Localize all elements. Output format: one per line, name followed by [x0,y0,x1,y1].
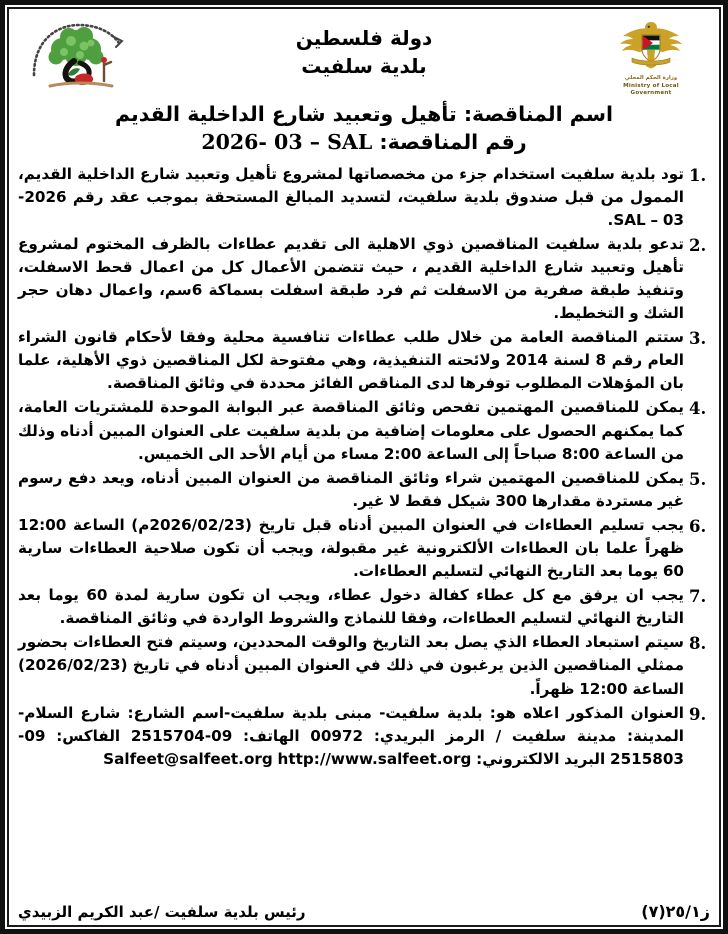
clause-number: 9. [689,704,707,724]
ministry-caption-arabic: وزارة الحكم المحلي [624,75,678,81]
clause-text: سيتم استبعاد العطاء الذي يصل بعد التاريخ والوقت المحددين، وسيتم فتح العطاءات بحضور ممثلي المناقصين الذين يرغبون في ذلك في العنوان المبين أدناه في تاريخ (2026/02/23) الساعة 12:00 ظهراً. [18,633,684,698]
clause-text: ستتم المناقصة العامة من خلال طلب عطاءات تنافسية محلية وفقا لأحكام قانون الشراء العام رقم 8 لسنة 2014 ولائحته التنفيذية، وهي مفتوحة لكل المناقصين ذوي الأهلية، علما بان المؤهلات المطلوب توفرها لدى المناقص الفائز محددة في وثائق المناقصة. [18,328,684,393]
clause-number: 7. [689,587,707,607]
clause-item [18,514,710,583]
ministry-logo-block [592,15,710,98]
clause-list [18,163,710,897]
clause-text: تود بلدية سلفيت استخدام جزء من مخصصاتها لمشروع تأهيل وتعبيد شارع الداخلية القديم، الممول من قبل صندوق بلدية سلفيت، لتسديد المبالغ المستحقة بموجب عقد رقم 2026- 03 – SAL. [18,164,684,229]
ministry-caption [623,75,679,98]
document-footer [18,899,710,921]
municipality-name: بلدية سلفيت [301,54,427,78]
clause-item [18,702,710,771]
clause-text: العنوان المذكور اعلاه هو: بلدية سلفيت- مبنى بلدية سلفيت-اسم الشارع: شارع السلام-المدينة: مدينة سلفيت / الرمز البريدي: 00972 الهاتف: 09-2515704 الفاكس: 09-2515803 البريد الالكتروني: Salfeet@salfeet.org http://www.salfeet.org [18,703,685,768]
clause-item [18,467,710,513]
clause-item [18,631,710,700]
clause-number: 5. [689,469,707,489]
clause-text: يجب تسليم العطاءات في العنوان المبين أدناه قبل تاريخ (2026/02/23م) الساعة 12:00 ظهراً علما بان العطاءات الألكترونية غير مقبولة، ويجب أن تكون صلاحية العطاءات سارية 60 يوما بعد التاريخ النهائي لتسليم العطاءات. [18,515,684,581]
clause-text: يجب ان يرفق مع كل عطاء كفالة دخول عطاء، ويجب ان تكون سارية لمدة 60 يوما بعد التاريخ النهائي لتسليم العطاءات، وفقا للنماذج والشروط الواردة في وثائق المناقصة. [18,586,684,628]
palestine-eagle-emblem-icon [614,17,688,73]
clause-number: 3. [689,329,707,349]
document-header [18,15,710,99]
ministry-caption-english-line2: Government [630,90,672,97]
tender-name-line: اسم المناقصة: تأهيل وتعبيد شارع الداخلية القديم [114,102,614,126]
clause-number: 1. [689,165,707,185]
reference-code: ز٢٥/١(٧) [641,902,710,921]
header-title-block [136,15,592,79]
clause-item [18,163,710,232]
signatory-line: رئيس بلدية سلفيت /عبد الكريم الزبيدي [18,903,306,921]
clause-number: 8. [689,634,707,654]
clause-text: تدعو بلدية سلفيت المناقصين ذوي الاهلية الى تقديم عطاءات بالظرف المختوم لمشروع تأهيل وتعبيد شارع الداخلية القديم ، حيث تتضمن الأعمال كل من اعمال قحط الاسفلت، وتنفيذ طبقة صفرية من الاسفلت ثم فرد طبقة اسفلت بسماكة 6سم، واعمال دهان حجر الشك و التخطيط. [18,234,684,323]
tender-number-line [18,129,710,156]
clause-item [18,584,710,630]
state-name: دولة فلسطين [295,26,433,50]
clause-item [18,326,710,395]
municipality-logo-block [18,15,136,95]
clause-text: يمكن للمناقصين المهتمين شراء وثائق المناقصة من العنوان المبين أدناه، ويعد دفع رسوم غير مستردة مقدارها 300 شيكل فقط لا غير. [18,468,684,510]
tender-number-value: 2026- 03 – SAL [201,130,373,155]
clause-item [18,396,710,465]
clause-text: يمكن للمناقصين المهتمين تفحص وثائق المناقصة عبر البوابة الموحدة للمشتريات العامة، كما يمكنهم الحصول على معلومات إضافية من بلدية سلفيت على العنوان المبين أدناه وذلك من الساعة 8:00 صباحاً إلى الساعة 2:00 مساء من أيام الأحد الى الخميس. [18,398,684,463]
clause-item [18,233,710,325]
clause-number: 4. [689,399,707,419]
tender-heading-block [18,101,710,157]
clause-number: 2. [689,235,707,255]
ministry-caption-english-line1: Ministry of Local [623,82,679,89]
clause-number: 6. [689,516,707,536]
salfeet-municipality-tree-logo-icon [24,19,130,95]
page-inner-frame [7,7,721,927]
tender-number-label: رقم المناقصة: [379,130,527,155]
